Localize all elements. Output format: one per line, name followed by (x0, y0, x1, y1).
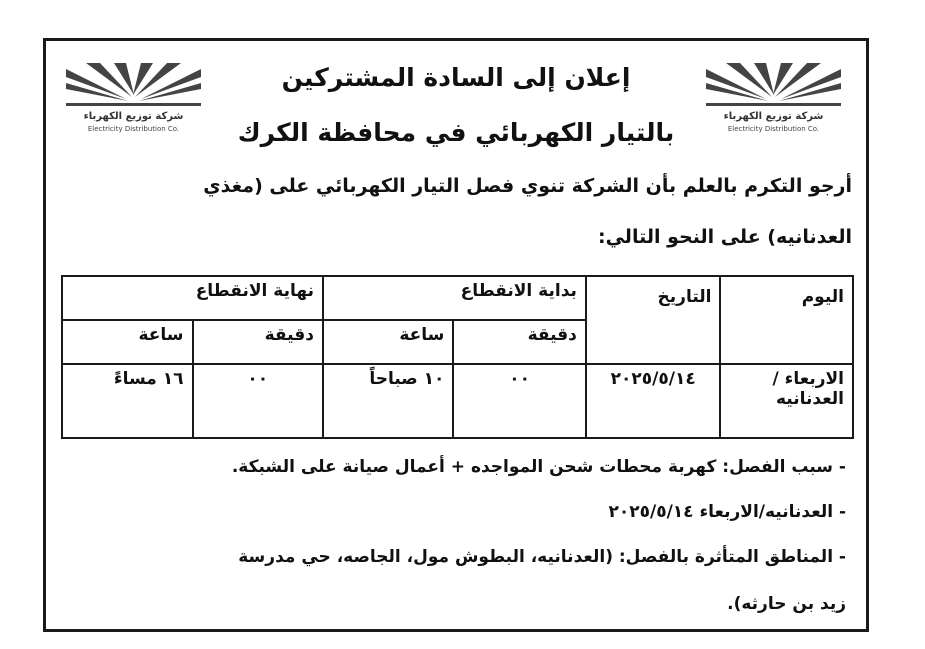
logo-arabic-name: شركة توزيع الكهرباء (83, 111, 184, 122)
cell-date: ٢٠٢٥/٥/١٤ (586, 364, 721, 438)
header-end: نهاية الانقطاع (62, 276, 323, 320)
header-start-hour: ساعة (323, 320, 453, 364)
cell-start-minute: ٠٠ (453, 364, 586, 438)
note-location-date: - العدنانيه/الاربعاء ٢٠٢٥/٥/١٤ (608, 502, 846, 522)
outage-table (61, 275, 854, 439)
intro-line-2: العدنانيه) على النحو التالي: (597, 226, 852, 248)
header-end-minute: دقيقة (193, 320, 323, 364)
logo-english-name: Electricity Distribution Co. (727, 125, 820, 133)
cell-day-name: الاربعاء / (772, 369, 844, 389)
rays-logo-icon (706, 63, 841, 109)
announcement-title: إعلان إلى السادة المشتركين (281, 63, 631, 92)
company-logo-left (66, 63, 201, 138)
announcement-frame (43, 38, 869, 632)
header-date: التاريخ (586, 276, 721, 364)
note-areas-line-1: - المناطق المتأثرة بالفصل: (العدنانيه، البطوش مول، الجاصه، حي مدرسة (238, 547, 846, 567)
note-areas-line-2: زيد بن حارثه). (727, 594, 846, 614)
logo-english-name: Electricity Distribution Co. (87, 125, 180, 133)
cell-day-area: العدنانيه (775, 389, 844, 409)
cell-end-hour: ١٦ مساءً (62, 364, 193, 438)
note-reason: - سبب الفصل: كهربة محطات شحن المواجده + أعمال صيانة على الشبكة. (231, 457, 846, 477)
table-row (62, 364, 853, 438)
announcement-subtitle: بالتيار الكهربائي في محافظة الكرك (237, 118, 675, 147)
header-start-minute: دقيقة (453, 320, 586, 364)
cell-start-hour: ١٠ صباحاً (323, 364, 453, 438)
cell-day (720, 364, 853, 438)
header-end-hour: ساعة (62, 320, 193, 364)
logo-arabic-name: شركة توزيع الكهرباء (723, 111, 824, 122)
header-day: اليوم (720, 276, 853, 364)
header-start: بداية الانقطاع (323, 276, 586, 320)
rays-logo-icon (66, 63, 201, 109)
intro-line-1: أرجو التكرم بالعلم بأن الشركة تنوي فصل التيار الكهربائي على (مغذي (203, 175, 852, 197)
company-logo-right (706, 63, 841, 138)
cell-end-minute: ٠٠ (193, 364, 323, 438)
